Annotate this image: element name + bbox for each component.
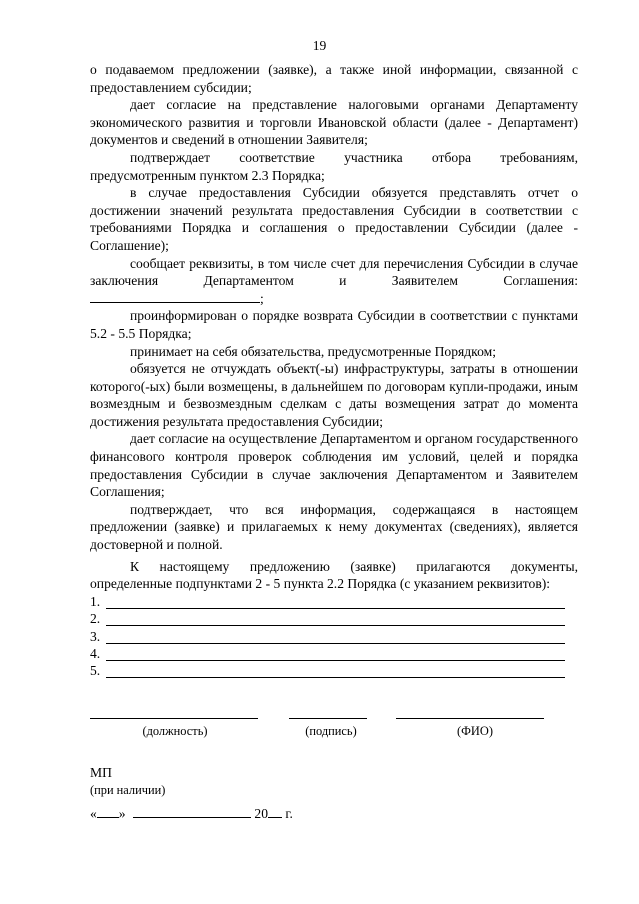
attachment-line [106, 660, 565, 661]
paragraph: в случае предоставления Субсидии обязуется представлять отчет о достижении значений результата предоставления Субсидии в соответствии с требованиями Порядка и соглашения о предоставлении Субсидии (далее - Соглашение); [90, 185, 578, 253]
attachment-number: 1. [90, 593, 101, 609]
requisites-blank [90, 290, 260, 303]
paragraph: сообщает реквизиты, в том числе счет для перечисления Субсидии в случае заключения Департаментом и Заявителем Соглашения: [90, 255, 578, 289]
paragraph: дает согласие на представление налоговыми органами Департаменту экономического развития и торговли Ивановской области (далее - Департамент) документов и сведений в отношении Заявителя; [90, 97, 578, 148]
stamp-note: (при наличии) [90, 783, 166, 797]
attachment-item [90, 610, 578, 627]
attachment-item [90, 593, 578, 610]
attachment-line [106, 625, 565, 626]
attachment-number: 3. [90, 628, 101, 644]
position-line [90, 718, 258, 719]
attachment-number: 4. [90, 645, 101, 661]
attachment-item [90, 645, 578, 662]
page-number: 19 [312, 38, 327, 53]
month-blank [133, 806, 251, 818]
year-blank [268, 806, 282, 818]
paragraph: подтверждает, что вся информация, содержащаяся в настоящем предложении (заявке) и прилагаемых к нему документах (сведениях), является достоверной и полной. [90, 501, 578, 553]
attachment-item [90, 662, 578, 679]
stamp-label: МП [90, 765, 112, 780]
day-blank [97, 806, 119, 818]
year-suffix: г. [285, 806, 293, 821]
paragraph: о подаваемом предложении (заявке), а также иной информации, связанной с предоставлением субсидии; [90, 62, 578, 95]
name-line [396, 718, 544, 719]
document-body [90, 61, 578, 680]
signature-block [90, 718, 578, 748]
paragraph: обязуется не отчуждать объект(-ы) инфраструктуры, затраты в отношении которого(-ых) были возмещены, в дальнейшем по договорам купли-продажи, иным возмездным и безвозмездным сделкам с даты возмещения затрат до момента достижения результата предоставления Субсидии; [90, 361, 578, 429]
signature-line [289, 718, 367, 719]
paragraph: К настоящему предложению (заявке) прилагаются документы, определенные подпунктами 2 - 5 пункта 2.2 Порядка (с указанием реквизитов): [90, 558, 578, 592]
attachment-line [106, 608, 565, 609]
date-line [90, 806, 293, 822]
attachment-number: 5. [90, 663, 101, 679]
attachment-line [106, 677, 565, 678]
paragraph: подтверждает соответствие участника отбора требованиям, предусмотренным пунктом 2.3 Порядка; [90, 149, 578, 183]
paragraph: дает согласие на осуществление Департаментом и органом государственного финансового контроля проверок соблюдения им условий, целей и порядка предоставления Субсидии в случае заключения Департаментом и Заявителем Соглашения; [90, 431, 578, 500]
requisites-line [90, 290, 578, 308]
paragraph: принимает на себя обязательства, предусмотренные Порядком; [130, 343, 497, 359]
date-close-quote: » [118, 806, 126, 821]
year-prefix: 20 [254, 806, 268, 821]
attachments-list [90, 593, 578, 680]
requisites-end: ; [260, 290, 264, 306]
signature-label: (подпись) [305, 724, 357, 738]
attachment-line [106, 643, 565, 644]
date-open-quote: « [90, 806, 97, 821]
paragraph: проинформирован о порядке возврата Субсидии в соответствии с пунктами 5.2 - 5.5 Порядка; [90, 308, 578, 341]
position-label: (должность) [142, 724, 208, 738]
name-label: (ФИО) [457, 724, 493, 738]
attachment-item [90, 628, 578, 645]
attachment-number: 2. [90, 611, 101, 627]
